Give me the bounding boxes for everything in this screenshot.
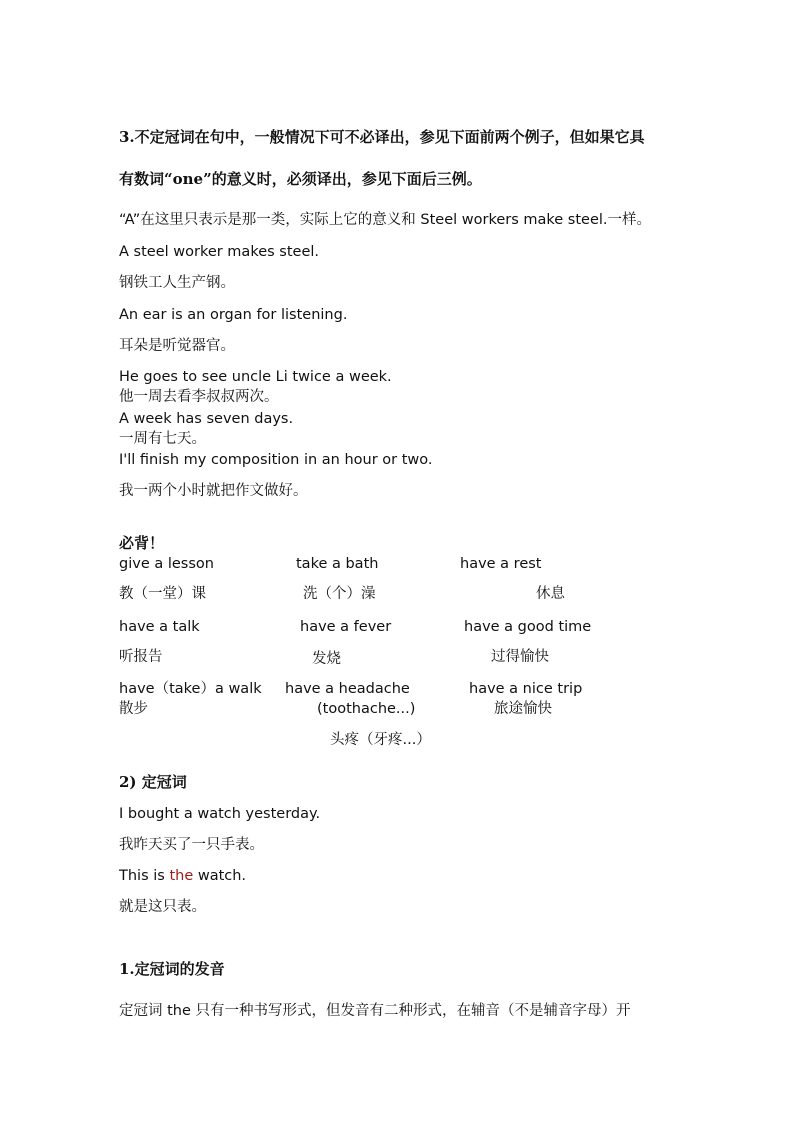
example-text: This is: [119, 868, 170, 884]
example-line: 我一两个小时就把作文做好。: [119, 483, 308, 499]
example-line: 他一周去看李叔叔两次。: [119, 389, 279, 405]
phrase-translation: 散步: [119, 701, 148, 717]
phrase-item: give a lesson: [119, 556, 214, 572]
example-line: He goes to see uncle Li twice a week.: [119, 369, 392, 385]
phrase-translation: 旅途愉快: [494, 701, 552, 717]
phrase-translation: 听报告: [119, 649, 163, 665]
example-text: watch.: [193, 868, 247, 884]
example-line: I bought a watch yesterday.: [119, 806, 321, 822]
paragraph-pronunciation: 定冠词 the 只有一种书写形式，但发音有二种形式，在辅音（不是辅音字母）开: [119, 1003, 631, 1019]
phrase-item: have a headache: [285, 681, 410, 697]
example-line: 一周有七天。: [119, 431, 206, 447]
must-memorize-title: 必背！: [119, 534, 165, 552]
phrase-translation: 休息: [536, 586, 565, 602]
phrase-item: have（take）a walk: [119, 681, 262, 697]
phrase-item: have a fever: [300, 619, 392, 635]
phrase-translation: 过得愉快: [491, 649, 549, 665]
phrase-translation: (toothache...): [317, 701, 416, 717]
heading-indefinite-article-line1: 3.不定冠词在句中，一般情况下可不必译出，参见下面前两个例子，但如果它具: [119, 128, 645, 146]
phrase-item: have a talk: [119, 619, 200, 635]
phrase-item: have a nice trip: [469, 681, 583, 697]
example-line: I'll finish my composition in an hour or two.: [119, 452, 433, 468]
phrase-item: have a good time: [464, 619, 592, 635]
phrase-translation: 头疼（牙疼...）: [330, 732, 431, 748]
example-line: 钢铁工人生产钢。: [119, 275, 235, 291]
example-line: 就是这只表。: [119, 899, 206, 915]
section-pronunciation-title: 1.定冠词的发音: [119, 960, 225, 978]
section-definite-article-title: 2) 定冠词: [119, 773, 187, 791]
example-line: A steel worker makes steel.: [119, 244, 320, 260]
phrase-translation: 洗（个）澡: [303, 586, 376, 602]
highlighted-word-the: the: [169, 868, 194, 884]
example-line: An ear is an organ for listening.: [119, 307, 348, 323]
phrase-item: have a rest: [460, 556, 542, 572]
phrase-translation: 发烧: [312, 651, 341, 667]
example-line: [119, 867, 246, 885]
phrase-item: take a bath: [296, 556, 379, 572]
phrase-translation: 教（一堂）课: [119, 586, 206, 602]
heading-indefinite-article-line2: 有数词“one”的意义时，必须译出，参见下面后三例。: [119, 170, 482, 188]
example-line: 我昨天买了一只手表。: [119, 837, 264, 853]
example-line: A week has seven days.: [119, 411, 294, 427]
paragraph-a-explanation: “A”在这里只表示是那一类，实际上它的意义和 Steel workers make steel.一样。: [119, 212, 652, 228]
example-line: 耳朵是听觉器官。: [119, 338, 235, 354]
